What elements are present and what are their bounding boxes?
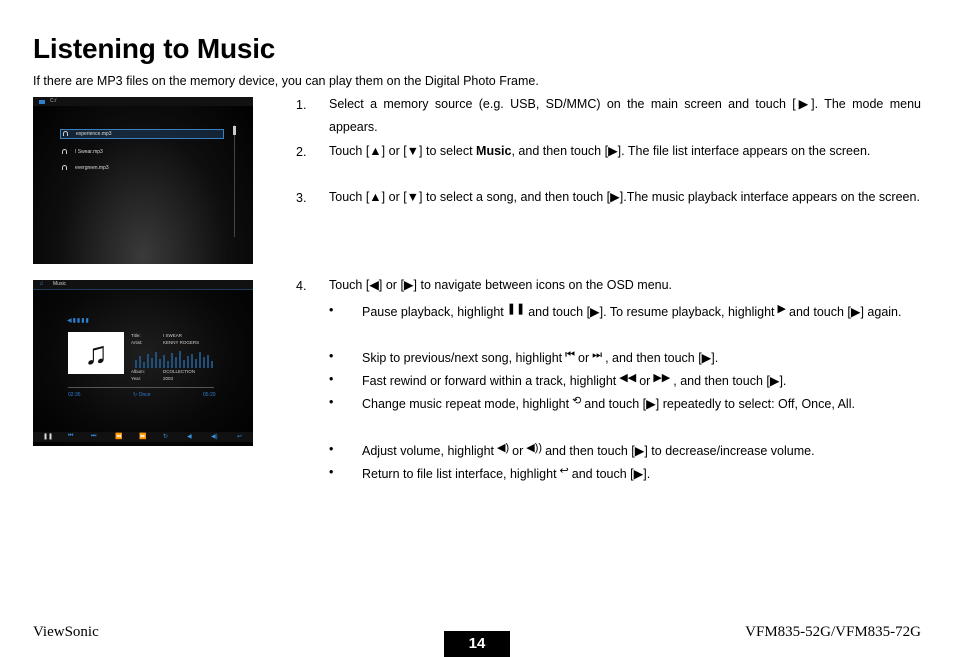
file-name: experience.mp3 bbox=[76, 131, 112, 137]
playback-screenshot bbox=[33, 280, 253, 446]
headphone-icon bbox=[62, 149, 67, 154]
bullet: • bbox=[329, 303, 334, 317]
artist-value: KENNY ROGERS bbox=[163, 340, 200, 345]
fast-forward-icon: ⏩ bbox=[139, 434, 147, 440]
rewind-icon: ◀◀ bbox=[619, 372, 637, 384]
step-text: Touch [▲] or [▼] to select Music, and then touch [▶]. The file list interface appears on the screen. bbox=[329, 144, 871, 158]
album-label: Album: bbox=[131, 369, 146, 374]
previous-icon: ⏮ bbox=[68, 433, 74, 439]
next-icon: ⏭ bbox=[91, 433, 97, 439]
folder-icon bbox=[39, 100, 45, 104]
bullet-text: Pause playback, highlight ❚❚ and touch [▶]. To resume playback, highlight ▶ and touch [▶] again. bbox=[362, 298, 921, 324]
step-text: Touch [◀] or [▶] to navigate between icons on the OSD menu. bbox=[329, 278, 673, 292]
file-name: I Swear.mp3 bbox=[75, 149, 103, 155]
volume-down-icon: ◀) bbox=[497, 442, 510, 454]
step-text: Select a memory source (e.g. USB, SD/MMC) on the main screen and touch [▶]. The mode menu appears. bbox=[329, 97, 921, 134]
repeat-icon: ⟲ bbox=[572, 395, 582, 407]
elapsed-time: 02:36 bbox=[68, 392, 81, 398]
rewind-icon: ⏪ bbox=[115, 434, 123, 440]
page-title: Listening to Music bbox=[33, 33, 276, 64]
year-value: 2003 bbox=[163, 376, 174, 381]
step-number: 3. bbox=[296, 191, 307, 205]
return-icon: ↩ bbox=[559, 465, 569, 477]
headphone-icon bbox=[63, 131, 68, 136]
file-item bbox=[60, 148, 222, 156]
play-icon: ▶ bbox=[777, 303, 787, 315]
return-icon: ↩ bbox=[237, 434, 243, 440]
volume-up-icon: ◀)) bbox=[526, 442, 543, 454]
repeat-icon: ↻ bbox=[133, 392, 138, 398]
music-keyword: Music bbox=[476, 144, 512, 158]
file-item bbox=[60, 129, 224, 139]
bullet: • bbox=[329, 372, 334, 386]
album-art bbox=[68, 332, 124, 374]
pause-icon: ❚❚ bbox=[43, 434, 54, 440]
bullet: • bbox=[329, 349, 334, 363]
artist-label: Artist: bbox=[131, 340, 143, 345]
file-list-screenshot bbox=[33, 97, 253, 264]
repeat-mode-label: Once bbox=[138, 392, 151, 398]
next-icon: ⏭ bbox=[592, 349, 603, 361]
title-label: Title: bbox=[131, 333, 141, 338]
repeat-mode bbox=[133, 392, 151, 398]
model-number: VFM835-52G/VFM835-72G bbox=[745, 624, 921, 640]
intro-text: If there are MP3 files on the memory device, you can play them on the Digital Photo Frame. bbox=[33, 74, 539, 88]
playback-header: Music bbox=[53, 281, 67, 287]
page-number: 14 bbox=[444, 631, 510, 657]
volume-icon: ◀▮▮▮▮ bbox=[67, 318, 90, 324]
equalizer bbox=[133, 348, 215, 368]
bullet-text: Adjust volume, highlight ◀) or ◀)) and then touch [▶] to decrease/increase volume. bbox=[362, 437, 921, 463]
bullet: • bbox=[329, 442, 334, 456]
music-note-icon: ♫ bbox=[39, 281, 44, 287]
fast-forward-icon: ▶▶ bbox=[653, 372, 671, 384]
file-item bbox=[60, 164, 222, 172]
file-name: evergreen.mp3 bbox=[75, 165, 109, 171]
scroll-thumb bbox=[233, 126, 236, 135]
scroll-track bbox=[234, 125, 235, 237]
progress-bar bbox=[68, 387, 214, 388]
step-text: Touch [▲] or [▼] to select a song, and then touch [▶].The music playback interface appears on the screen. bbox=[329, 190, 920, 204]
total-time: 05:20 bbox=[203, 392, 216, 398]
file-list-path: C:/ bbox=[50, 98, 57, 104]
step-number: 2. bbox=[296, 145, 307, 159]
volume-up-icon: ◀) bbox=[211, 434, 218, 440]
osd-control-bar bbox=[33, 432, 253, 442]
title-value: I SWEAR bbox=[163, 333, 183, 338]
bullet-text: Skip to previous/next song, highlight ⏮ or ⏭ , and then touch [▶]. bbox=[362, 344, 921, 370]
bullet-text: Fast rewind or forward within a track, highlight ◀◀ or ▶▶ , and then touch [▶]. bbox=[362, 367, 921, 393]
album-value: DCOLLECTION bbox=[163, 369, 196, 374]
volume-down-icon: ◀ bbox=[187, 434, 192, 440]
year-label: Year: bbox=[131, 376, 142, 381]
pause-icon: ❚❚ bbox=[506, 303, 526, 315]
previous-icon: ⏮ bbox=[565, 349, 576, 361]
repeat-icon: ↻ bbox=[163, 434, 169, 440]
step-number: 4. bbox=[296, 279, 307, 293]
step-number: 1. bbox=[296, 98, 307, 112]
music-note-icon: ♫ bbox=[84, 335, 108, 371]
bullet: • bbox=[329, 395, 334, 409]
brand-name: ViewSonic bbox=[33, 624, 99, 640]
bullet-text: Change music repeat mode, highlight ⟲ and touch [▶] repeatedly to select: Off, Once, All. bbox=[362, 390, 921, 416]
file-list-topbar bbox=[33, 97, 253, 106]
bullet: • bbox=[329, 465, 334, 479]
bullet-text: Return to file list interface, highlight ↩ and touch [▶]. bbox=[362, 460, 921, 486]
headphone-icon bbox=[62, 165, 67, 170]
